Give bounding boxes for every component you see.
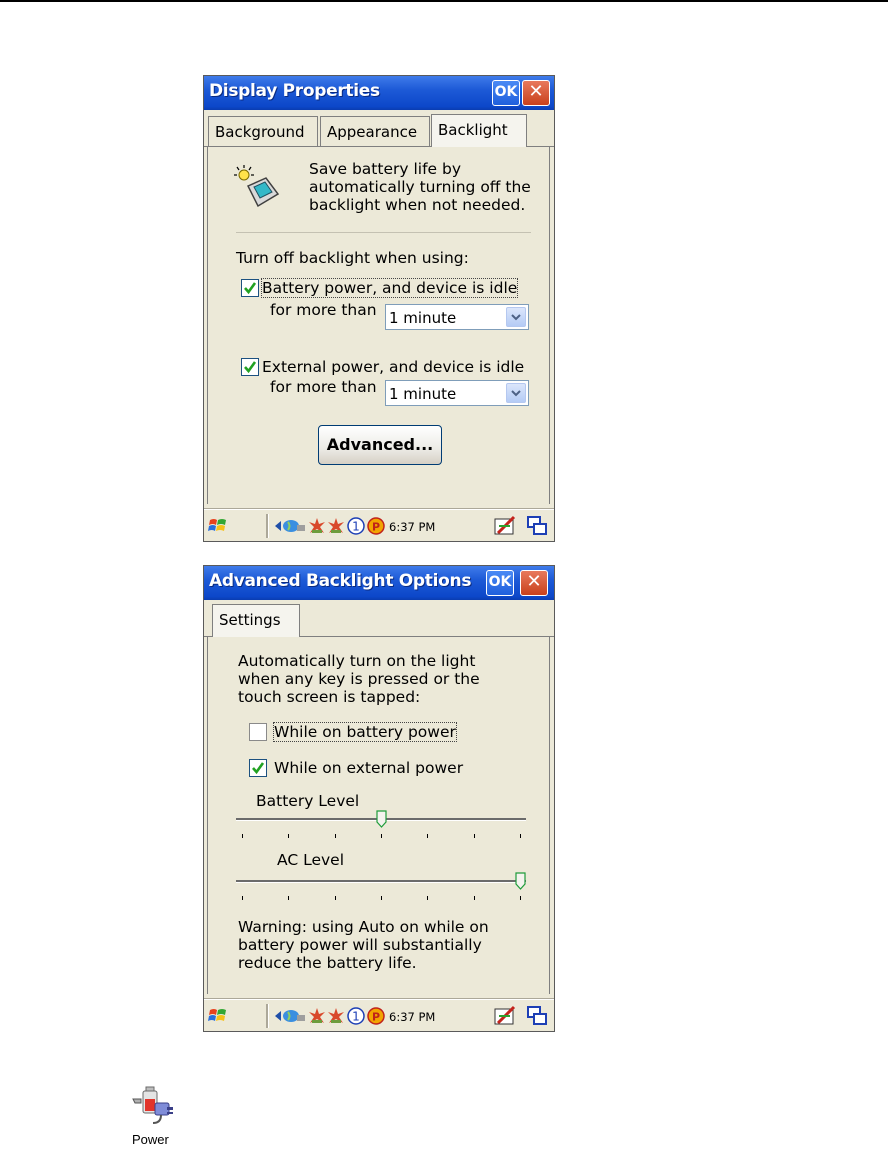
pen-input-icon[interactable] [492, 514, 518, 538]
external-power-label[interactable]: While on external power [274, 759, 464, 777]
windows-switch-icon[interactable] [526, 515, 548, 537]
ok-button[interactable]: OK [486, 570, 514, 596]
panel-right-edge [549, 636, 550, 994]
tab-settings[interactable]: Settings [212, 604, 300, 637]
power-tray-icon[interactable] [367, 1007, 385, 1025]
network-icon[interactable] [282, 1008, 306, 1024]
slider-tick [288, 834, 289, 838]
info-line-1: Save battery life by [309, 160, 462, 178]
network-icon[interactable] [282, 518, 306, 534]
ok-button[interactable]: OK [492, 80, 520, 106]
taskbar [204, 999, 554, 1031]
slider-tick [288, 896, 289, 900]
backlight-icon [232, 164, 282, 210]
checkmark-icon [243, 360, 257, 374]
input-mode-icon[interactable] [347, 517, 365, 535]
slider-tick [381, 896, 382, 900]
slider-tick [242, 896, 243, 900]
intro-line-2: when any key is pressed or the [238, 670, 480, 688]
power-tray-icon[interactable] [367, 517, 385, 535]
slider-tick [520, 896, 521, 900]
slider-thumb[interactable] [376, 810, 387, 828]
ac-level-label: AC Level [277, 851, 344, 869]
warning-line-1: Warning: using Auto on while on [238, 918, 489, 936]
battery-power-checkbox[interactable] [249, 723, 267, 741]
battery-power-label[interactable]: While on battery power [274, 723, 456, 741]
external-idle-dropdown[interactable] [385, 380, 529, 406]
external-idle-label: for more than [270, 378, 377, 396]
panel-left-edge [207, 146, 208, 504]
close-icon: ✕ [526, 571, 542, 592]
input-mode-icon[interactable] [347, 1007, 365, 1025]
battery-power-label[interactable]: Battery power, and device is idle [262, 279, 518, 297]
panel-right-edge [549, 146, 550, 504]
spark-icon-2[interactable] [327, 1007, 345, 1025]
info-line-3: backlight when not needed. [309, 196, 526, 214]
slider-tick [520, 834, 521, 838]
power-icon[interactable] [131, 1083, 177, 1125]
window-title: Display Properties [209, 81, 380, 101]
taskbar-divider [266, 514, 269, 538]
slider-track [236, 880, 526, 883]
ac-level-slider[interactable] [236, 870, 526, 902]
battery-power-checkbox[interactable] [241, 279, 259, 297]
chevron-down-icon[interactable] [506, 383, 526, 403]
title-bar [204, 76, 554, 110]
battery-idle-label: for more than [270, 301, 377, 319]
display-properties-window [204, 76, 554, 541]
svg-text:1: 1 [352, 1009, 360, 1024]
svg-text:P: P [371, 1010, 381, 1024]
slider-tick [427, 896, 428, 900]
slider-tick [474, 834, 475, 838]
slider-thumb[interactable] [515, 872, 526, 890]
start-icon[interactable] [208, 1006, 228, 1026]
page-top-rule [0, 0, 888, 2]
battery-idle-dropdown[interactable] [385, 304, 529, 330]
external-power-checkbox[interactable] [241, 358, 259, 376]
advanced-backlight-window [204, 566, 554, 1031]
external-power-label[interactable]: External power, and device is idle [262, 358, 525, 376]
warning-line-2: battery power will substantially [238, 936, 482, 954]
window-title: Advanced Backlight Options [209, 571, 472, 591]
tray-arrow-icon[interactable] [275, 521, 281, 531]
battery-level-label: Battery Level [256, 792, 360, 810]
battery-idle-value: 1 minute [389, 309, 457, 327]
checkmark-icon [243, 281, 257, 295]
slider-tick [242, 834, 243, 838]
advanced-button[interactable]: Advanced... [318, 425, 442, 465]
panel-left-edge [207, 636, 208, 994]
clock[interactable]: 6:37 PM [389, 520, 436, 534]
spark-icon-1[interactable] [308, 517, 326, 535]
clock[interactable]: 6:37 PM [389, 1010, 436, 1024]
tab-background[interactable]: Background [208, 116, 318, 146]
external-idle-value: 1 minute [389, 385, 457, 403]
tab-backlight[interactable]: Backlight [431, 114, 527, 147]
spark-icon-1[interactable] [308, 1007, 326, 1025]
info-line-2: automatically turning off the [309, 178, 531, 196]
section-separator [236, 232, 531, 233]
taskbar-divider [266, 1004, 269, 1028]
title-bar [204, 566, 554, 600]
pen-input-icon[interactable] [492, 1004, 518, 1028]
intro-line-3: touch screen is tapped: [238, 688, 421, 706]
battery-level-slider[interactable] [236, 808, 526, 840]
windows-switch-icon[interactable] [526, 1005, 548, 1027]
slider-tick [381, 834, 382, 838]
close-button[interactable] [522, 80, 550, 106]
slider-tick [427, 834, 428, 838]
slider-tick [335, 834, 336, 838]
chevron-down-icon[interactable] [506, 307, 526, 327]
svg-text:1: 1 [352, 519, 360, 534]
intro-line-1: Automatically turn on the light [238, 652, 476, 670]
close-icon: ✕ [528, 81, 544, 102]
tray-arrow-icon[interactable] [275, 1011, 281, 1021]
tab-appearance[interactable]: Appearance [320, 116, 430, 146]
checkmark-icon [251, 761, 265, 775]
turn-off-label: Turn off backlight when using: [236, 249, 469, 267]
spark-icon-2[interactable] [327, 517, 345, 535]
power-label[interactable]: Power [132, 1132, 169, 1147]
close-button[interactable] [520, 570, 548, 596]
taskbar [204, 509, 554, 541]
start-icon[interactable] [208, 516, 228, 536]
external-power-checkbox[interactable] [249, 759, 267, 777]
warning-line-3: reduce the battery life. [238, 954, 417, 972]
slider-tick [335, 896, 336, 900]
svg-text:P: P [371, 520, 381, 534]
slider-tick [474, 896, 475, 900]
